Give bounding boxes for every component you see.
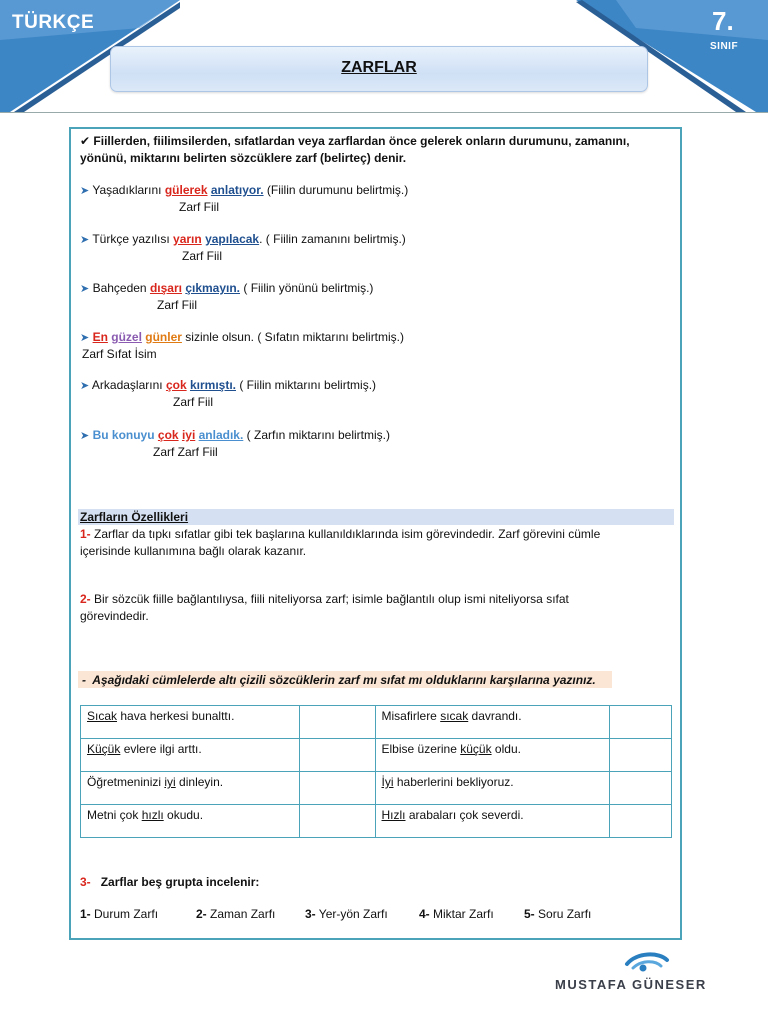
table-row	[81, 805, 672, 838]
example-2-labels: Zarf Fiil	[182, 249, 222, 263]
group-item-5: 5- Soru Zarfı	[524, 907, 592, 921]
answer-cell[interactable]	[299, 706, 375, 739]
sentence-cell: İyi haberlerini bekliyoruz.	[375, 772, 610, 805]
brand-logo-text: MUSTAFA GÜNESER	[555, 977, 707, 992]
intro-line-2: yönünü, miktarını belirten sözcüklere zarf (belirteç) denir.	[80, 151, 407, 165]
sentence-cell: Küçük evlere ilgi arttı.	[81, 739, 300, 772]
answer-cell[interactable]	[610, 739, 672, 772]
sentence-cell: Misafirlere sıcak davrandı.	[375, 706, 610, 739]
feature-2-line-1: 2- Bir sözcük fiille bağlantılıysa, fiili niteliyorsa zarf; isimle bağlantılı olup ismi niteliyorsa sıfat	[80, 592, 569, 606]
title-banner	[110, 46, 648, 92]
page-title: ZARFLAR	[341, 59, 417, 76]
feature-1-line-2: içerisinde kullanımına bağlı olarak kazanır.	[80, 544, 307, 558]
exercise-table	[80, 705, 672, 838]
answer-cell[interactable]	[610, 706, 672, 739]
feature-2-line-2: görevindedir.	[80, 609, 149, 623]
arrow-icon: ➤	[80, 283, 90, 295]
example-1: ➤ Yaşadıklarını gülerek anlatıyor. (Fiilin durumunu belirtmiş.)	[80, 183, 409, 197]
example-6: ➤ Bu konuyu çok iyi anladık. ( Zarfın miktarını belirtmiş.)	[80, 428, 391, 442]
table-row	[81, 739, 672, 772]
table-row	[81, 772, 672, 805]
group-item-4: 4- Miktar Zarfı	[419, 907, 494, 921]
group-item-3: 3- Yer-yön Zarfı	[305, 907, 388, 921]
groups-heading: 3- Zarflar beş grupta incelenir:	[80, 875, 260, 889]
sentence-cell: Metni çok hızlı okudu.	[81, 805, 300, 838]
sentence-cell: Hızlı arabaları çok severdi.	[375, 805, 610, 838]
intro-line-1: ✔ Fiillerden, fiilimsilerden, sıfatlardan veya zarflardan önce gelerek onların durumunu, zamanını,	[80, 134, 630, 148]
arrow-icon: ➤	[80, 430, 90, 442]
sentence-cell: Elbise üzerine küçük oldu.	[375, 739, 610, 772]
answer-cell[interactable]	[299, 739, 375, 772]
subject-label: TÜRKÇE	[12, 12, 95, 33]
grade-number: 7.	[712, 6, 734, 36]
arrow-icon: ➤	[80, 332, 90, 344]
example-1-labels: Zarf Fiil	[179, 200, 219, 214]
group-item-2: 2- Zaman Zarfı	[196, 907, 276, 921]
header-divider	[0, 112, 768, 113]
group-item-1: 1- Durum Zarfı	[80, 907, 159, 921]
arrow-icon: ➤	[80, 380, 90, 392]
feature-1-line-1: 1- Zarflar da tıpkı sıfatlar gibi tek başlarına kullanıldıklarında isim görevindedir. Zarf görevini cümle	[80, 527, 601, 541]
answer-cell[interactable]	[299, 805, 375, 838]
grade-label: SINIF	[710, 41, 739, 52]
answer-cell[interactable]	[299, 772, 375, 805]
answer-cell[interactable]	[610, 805, 672, 838]
check-icon: ✔	[80, 134, 91, 148]
answer-cell[interactable]	[610, 772, 672, 805]
table-row	[81, 706, 672, 739]
features-heading: Zarfların Özellikleri	[80, 510, 189, 524]
example-4-labels: Zarf Sıfat İsim	[82, 347, 157, 361]
example-4: ➤ En güzel günler sizinle olsun. ( Sıfatın miktarını belirtmiş.)	[80, 330, 405, 344]
example-2: ➤ Türkçe yazılısı yarın yapılacak. ( Fiilin zamanını belirtmiş.)	[80, 232, 406, 246]
arrow-icon: ➤	[80, 234, 90, 246]
example-6-labels: Zarf Zarf Fiil	[153, 445, 218, 459]
sentence-cell: Öğretmeninizi iyi dinleyin.	[81, 772, 300, 805]
task-instruction: - Aşağıdaki cümlelerde altı çizili sözcüklerin zarf mı sıfat mı olduklarını karşılarına yazınız.	[82, 673, 596, 687]
sentence-cell: Sıcak hava herkesi bunalttı.	[81, 706, 300, 739]
example-5-labels: Zarf Fiil	[173, 395, 213, 409]
example-3: ➤ Bahçeden dışarı çıkmayın. ( Fiilin yönünü belirtmiş.)	[80, 281, 374, 295]
arrow-icon: ➤	[80, 185, 90, 197]
example-3-labels: Zarf Fiil	[157, 298, 197, 312]
example-5: ➤ Arkadaşlarını çok kırmıştı. ( Fiilin miktarını belirtmiş.)	[80, 378, 377, 392]
